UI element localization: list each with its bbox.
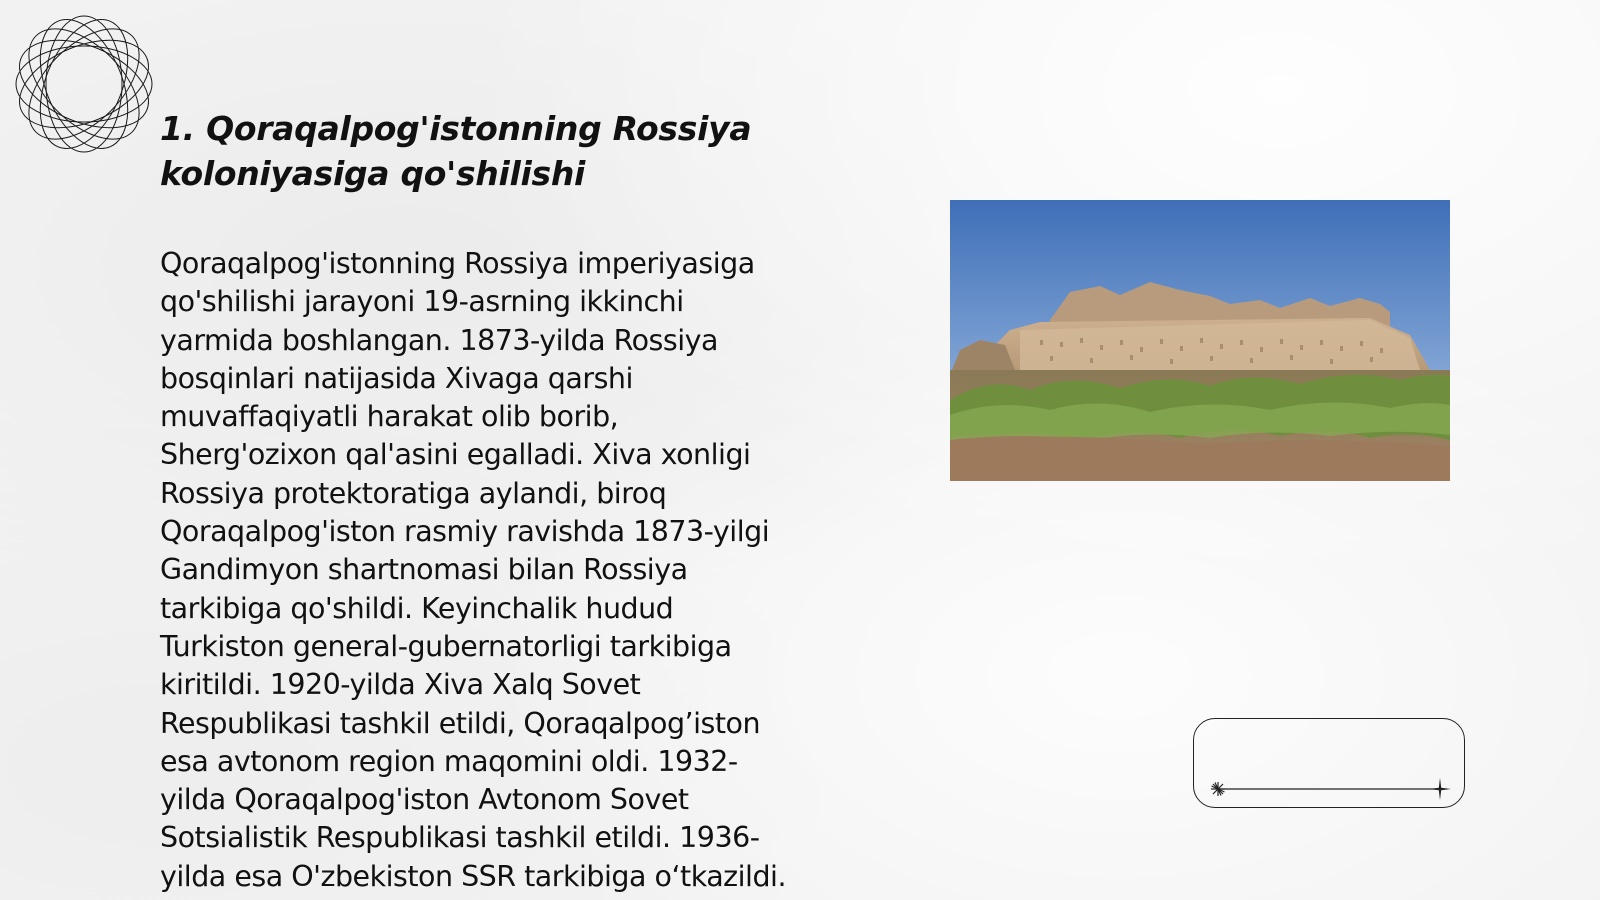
decorative-rounded-box [1193,718,1465,808]
slide-title: 1. Qoraqalpog'istonning Rossiya koloniyasiga qo'shilishi [160,109,752,193]
line-with-stars [1194,719,1466,809]
fortress-ruins-image [950,200,1450,481]
fortress-photo [950,200,1450,481]
body-paragraph: Qoraqalpog'istonning Rossiya imperiyasiga qo'shilishi jarayoni 19-asrning ikkinchi yarmida boshlangan. 1873-yilda Rossiya bosqinlari natijasida Xivaga qarshi muvaffaqiyatli harakat olib borib, Sherg'ozixon qal'asini egalladi. Xiva xonligi Rossiya protektoratiga aylandi, biroq Qoraqalpog'iston rasmiy ravishda 1873-yilgi Gandimyon shartnomasi bilan Rossiya tarkibiga qo'shildi. Keyinchalik hudud Turkiston general-gubernatorligi tarkibiga kiritildi. 1920-yilda Xiva Xalq Sovet Respublikasi tashkil etildi, Qoraqalpog’iston esa avtonom region maqomini oldi. 1932- yilda Qoraqalpog'iston Avtonom Sovet Sotsialistik Respublikasi tashkil etildi. 1936- yilda esa O'zbekiston SSR tarkibiga o‘tkazildi. [160,247,787,893]
spirograph-circle-ornament [10,10,158,158]
cross-star-icon [1429,778,1451,800]
sparkle-icon [1211,782,1225,796]
